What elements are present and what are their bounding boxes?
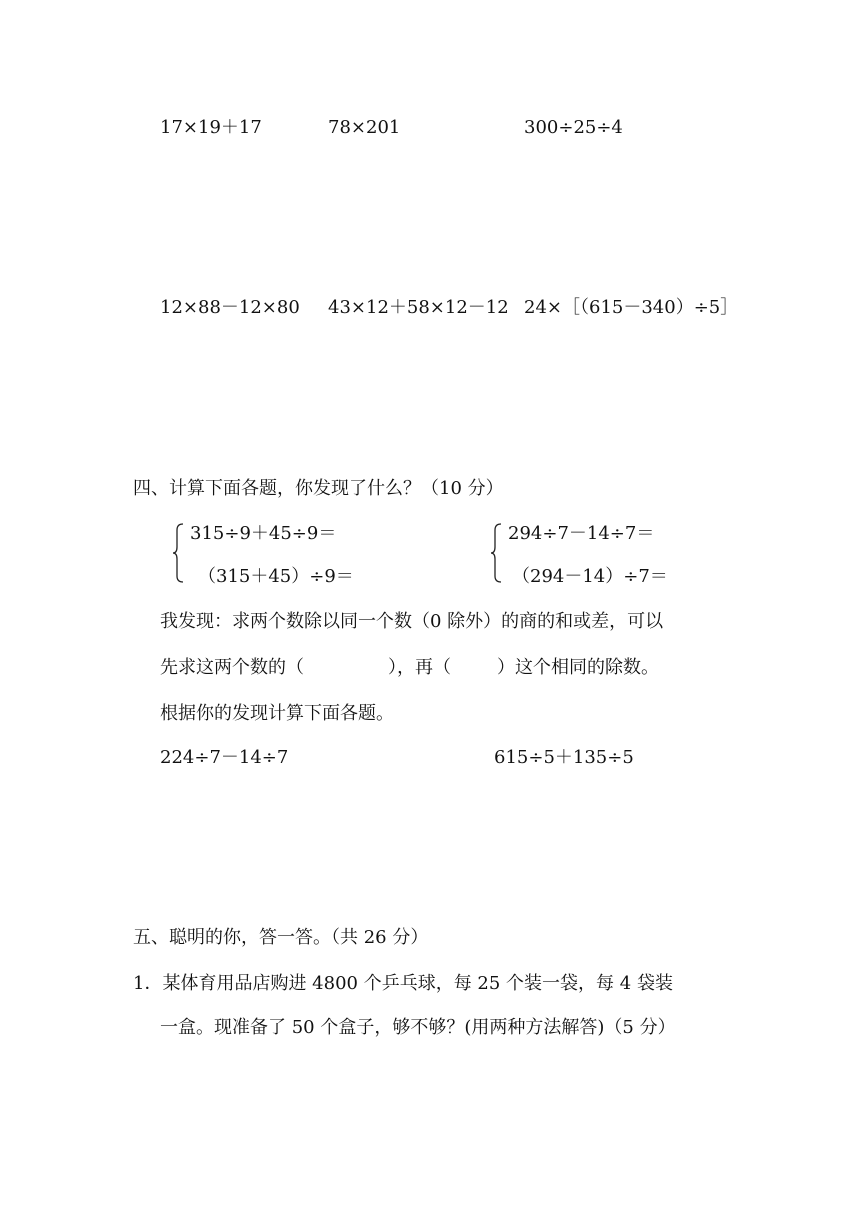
- discovery-line-2: [160, 656, 720, 680]
- expr-5: 43×12＋58×12－12: [328, 297, 509, 318]
- group-left-eq-2: （315＋45）÷9＝: [198, 566, 354, 587]
- problem-1: 224÷7－14÷7: [160, 747, 289, 768]
- group-right-eq-1: 294÷7－14÷7＝: [508, 523, 655, 544]
- discovery-text-a: 先求这两个数的（: [160, 657, 304, 678]
- right-group-brace-icon: [490, 522, 504, 584]
- left-brace-icon: [172, 522, 186, 584]
- expr-1: 17×19＋17: [160, 117, 262, 138]
- section-5-title: 五、聪明的你，答一答。（共 26 分）: [133, 927, 429, 948]
- expr-4: 12×88－12×80: [160, 297, 300, 318]
- expr-2: 78×201: [328, 117, 401, 138]
- instruction: 根据你的发现计算下面各题。: [160, 703, 394, 724]
- expr-6: 24×［（615－340）÷5］: [524, 297, 739, 318]
- expr-3: 300÷25÷4: [524, 117, 623, 138]
- group-right-eq-2: （294－14）÷7＝: [512, 566, 668, 587]
- question-1-line-1: 1．某体育用品店购进 4800 个乒乓球，每 25 个装一袋，每 4 袋装: [133, 973, 673, 994]
- section-4-title: 四、计算下面各题，你发现了什么？（10 分）: [133, 478, 504, 499]
- discovery-text-c: ）这个相同的除数。: [497, 657, 659, 678]
- problem-2: 615÷5＋135÷5: [494, 747, 634, 768]
- discovery-text-b: ），再（: [388, 657, 451, 678]
- question-1-line-2: 一盒。现准备了 50 个盒子，够不够？(用两种方法解答)（5 分）: [160, 1017, 676, 1038]
- discovery-line-1: 我发现：求两个数除以同一个数（0 除外）的商的和或差，可以: [160, 611, 664, 632]
- group-left-eq-1: 315÷9＋45÷9＝: [190, 523, 337, 544]
